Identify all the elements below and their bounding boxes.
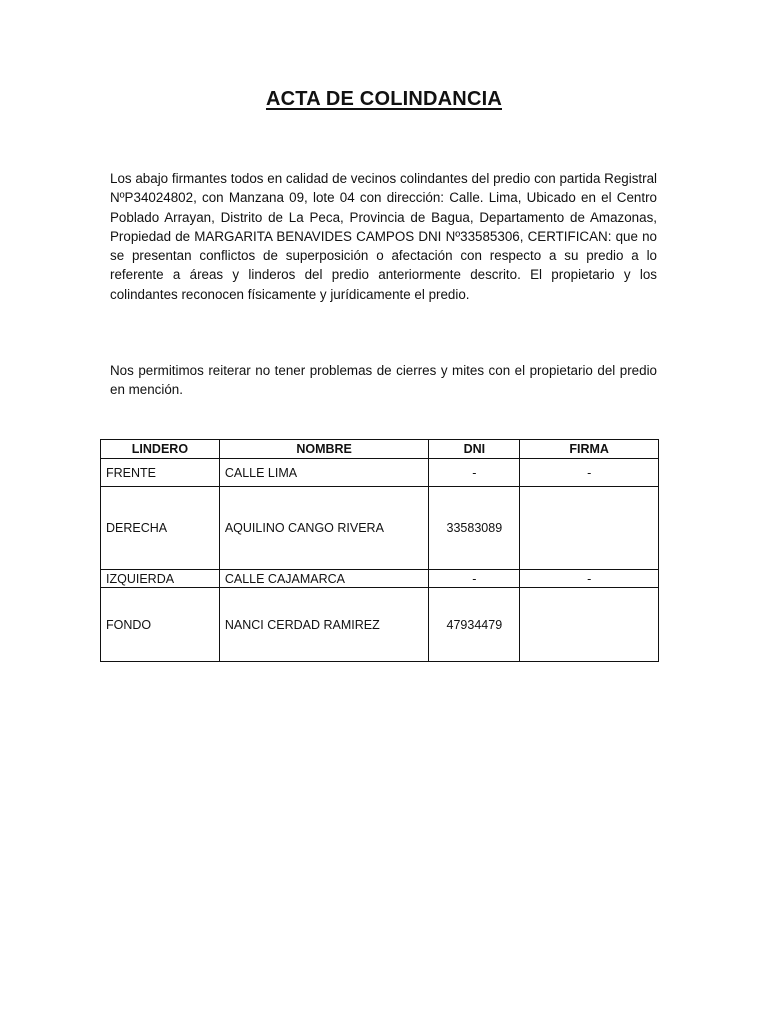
- cell-firma: -: [520, 459, 659, 487]
- cell-nombre: CALLE CAJAMARCA: [219, 570, 429, 588]
- statement-paragraph: Nos permitimos reiterar no tener problemas de cierres y mites con el propietario del predio en mención.: [110, 363, 657, 398]
- cell-lindero: FONDO: [101, 588, 220, 662]
- cell-nombre: AQUILINO CANGO RIVERA: [219, 487, 429, 570]
- certification-paragraph: Los abajo firmantes todos en calidad de vecinos colindantes del predio con partida Registral NºP34024802, con Manzana 09, lote 04 con dirección: Calle. Lima, Ubicado en el Centro Poblado Arrayan, Distrito de La Peca, Provincia de Bagua, Departamento de Amazonas, Propiedad de MARGARITA BENAVIDES CAMPOS DNI Nº33585306, CERTIFICAN: que no se presentan conflictos de superposición o afectación con respecto a su predio a lo referente a áreas y linderos del predio anteriormente descrito. El propietario y los colindantes reconocen físicamente y jurídicamente el predio.: [110, 171, 657, 302]
- cell-dni: 47934479: [429, 588, 520, 662]
- cell-lindero: DERECHA: [101, 487, 220, 570]
- table-header-row: [101, 440, 659, 459]
- cell-firma: -: [520, 570, 659, 588]
- header-lindero: LINDERO: [101, 440, 220, 459]
- cell-firma: [520, 588, 659, 662]
- table-row: [101, 570, 659, 588]
- header-firma: FIRMA: [520, 440, 659, 459]
- boundaries-table: [100, 439, 659, 662]
- cell-dni: 33583089: [429, 487, 520, 570]
- document-title: ACTA DE COLINDANCIA: [265, 88, 502, 110]
- cell-lindero: IZQUIERDA: [101, 570, 220, 588]
- header-dni: DNI: [429, 440, 520, 459]
- header-nombre: NOMBRE: [219, 440, 429, 459]
- table-row: [101, 459, 659, 487]
- table-row: [101, 487, 659, 570]
- cell-lindero: FRENTE: [101, 459, 220, 487]
- cell-dni: -: [429, 459, 520, 487]
- cell-nombre: CALLE LIMA: [219, 459, 429, 487]
- cell-nombre: NANCI CERDAD RAMIREZ: [219, 588, 429, 662]
- table-row: [101, 588, 659, 662]
- cell-firma: [520, 487, 659, 570]
- cell-dni: -: [429, 570, 520, 588]
